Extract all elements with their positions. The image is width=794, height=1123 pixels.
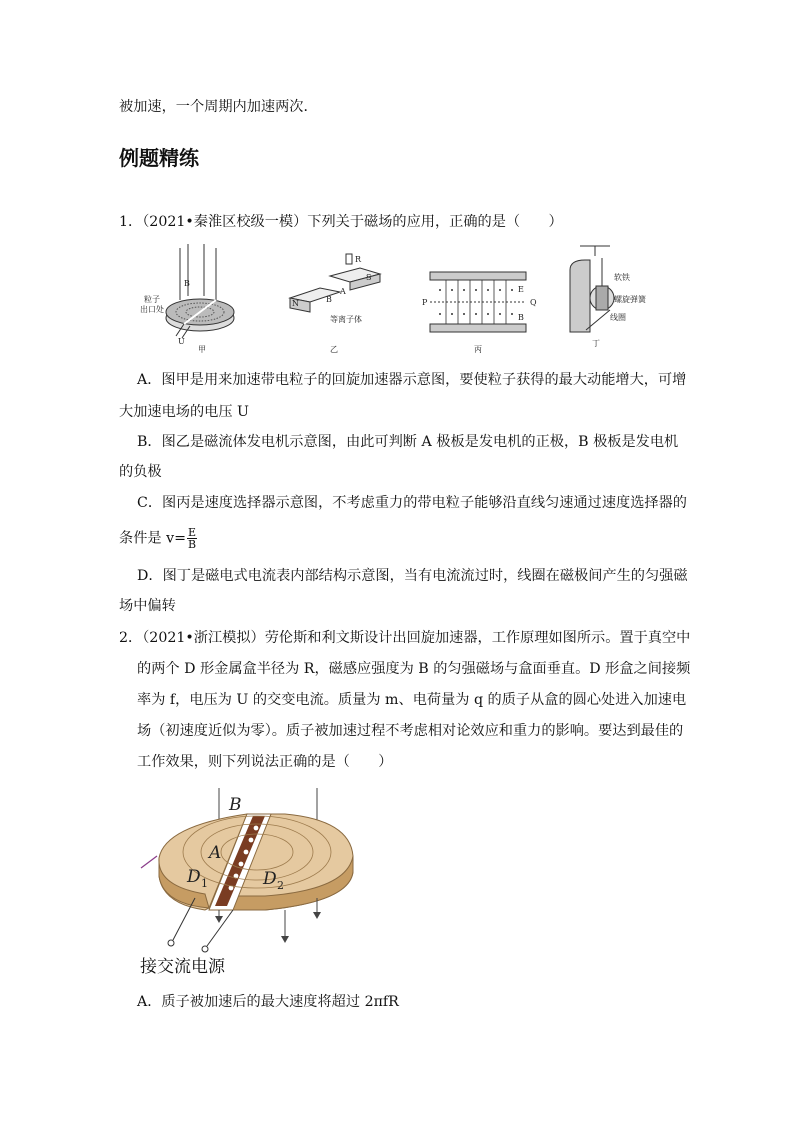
section-title: 例题精练: [119, 146, 199, 170]
fig-jia-exit-2: 出口处: [140, 305, 164, 314]
q1-figures: [140, 240, 646, 355]
q2-cyclotron-figure: [135, 786, 365, 981]
q1-option-a-line1: A．图甲是用来加速带电粒子的回旋加速器示意图，要使粒子获得的最大动能增大，可增: [137, 372, 687, 388]
fig-label-B: B: [229, 795, 242, 815]
figure-ding-galvanometer: [570, 246, 647, 348]
q1-option-c-line1: C．图丙是速度选择器示意图，不考虑重力的带电粒子能够沿直线匀速通过速度选择器的: [137, 495, 687, 511]
fig-label-D2: D: [263, 869, 277, 889]
fig-ding-caption: 丁: [592, 339, 600, 348]
fig-label-A: A: [209, 843, 222, 863]
fig-ding-coil: 线圈: [610, 313, 626, 322]
q2-stem-line4: 场（初速度近似为零）。质子被加速过程不考虑相对论效应和重力的影响。要达到最佳的: [137, 723, 684, 739]
fig-bing-Q: Q: [530, 298, 537, 307]
fig-bing-P: P: [422, 298, 428, 307]
fig-yi-N: N: [292, 299, 299, 308]
q2-option-a: A．质子被加速后的最大速度将超过 2πfR: [137, 994, 399, 1010]
fig-label-D2-sub: 2: [277, 879, 284, 892]
fig-bing-E: E: [518, 285, 524, 294]
figure-caption-power-source: 接交流电源: [140, 957, 225, 977]
q2-stem-line1: 2．（2021•浙江模拟）劳伦斯和利文斯设计出回旋加速器，工作原理如图所示。置于真空中: [119, 630, 691, 646]
fig-label-D1-sub: 1: [201, 877, 208, 890]
fig-bing-B: B: [518, 313, 524, 322]
q1-stem: 1．（2021•秦淮区校级一模）下列关于磁场的应用，正确的是（ ）: [119, 214, 563, 230]
fig-jia-B: B: [184, 279, 190, 288]
fig-bing-caption: 丙: [474, 345, 482, 354]
fig-jia-U: U: [178, 337, 185, 346]
figure-bing-selector: [422, 272, 537, 354]
fig-jia-caption: 甲: [198, 345, 206, 354]
q1-option-a-line2: 大加速电场的电压 U: [119, 404, 249, 420]
fig-yi-S: S: [366, 273, 372, 282]
intro-text: 被加速，一个周期内加速两次．: [119, 99, 318, 115]
fig-yi-caption: 乙: [330, 345, 338, 354]
fraction-denominator: B: [187, 538, 197, 551]
q1-option-b-line1: B．图乙是磁流体发电机示意图，由此可判断 A 极板是发电机的正极，B 极板是发电机: [137, 434, 679, 450]
fig-label-D1: D: [187, 867, 201, 887]
q2-stem-line3: 率为 f，电压为 U 的交变电流。质量为 m、电荷量为 q 的质子从盒的圆心处进入加速电: [137, 692, 687, 708]
velocity-fraction: [187, 527, 197, 550]
q1-option-d-line2: 场中偏转: [119, 598, 176, 614]
fig-yi-R: R: [355, 255, 362, 264]
fig-ding-spring: 螺旋弹簧: [614, 295, 646, 304]
fig-yi-A: A: [340, 287, 346, 296]
q1-option-d-line1: D．图丁是磁电式电流表内部结构示意图，当有电流流过时，线圈在磁极间产生的匀强磁: [137, 568, 688, 584]
fig-yi-plasma: 等离子体: [330, 315, 362, 324]
q1-option-b-line2: 的负极: [119, 464, 162, 480]
figure-yi-mhd: [290, 254, 380, 354]
fig-yi-B: B: [326, 295, 332, 304]
q2-stem-line2: 的两个 D 形金属盒半径为 R，磁感应强度为 B 的匀强磁场与盒面垂直。D 形盒之间接频: [137, 661, 691, 677]
q2-stem-line5: 工作效果，则下列说法正确的是（ ）: [137, 754, 393, 770]
fig-ding-soft-iron: 软铁: [614, 273, 630, 282]
figure-jia-cyclotron: [140, 244, 234, 354]
fig-jia-exit-1: 粒子: [144, 295, 160, 304]
q1-option-c-prefix: 条件是 v=: [119, 530, 186, 547]
fraction-numerator: E: [187, 526, 197, 539]
q1-option-c-line2: [119, 527, 197, 550]
